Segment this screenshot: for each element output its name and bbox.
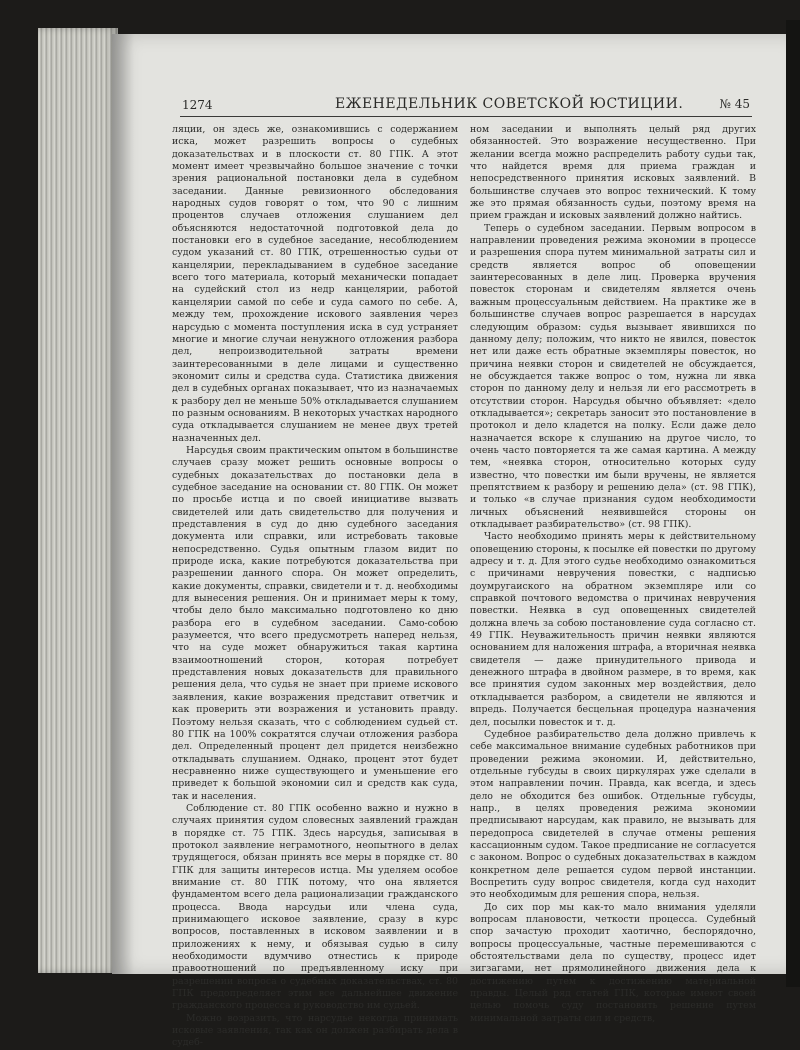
page-header (180, 96, 752, 116)
left-column (172, 124, 458, 1050)
paragraph: Теперь о судебном заседании. Первым вопросом в направлении проведения режима экономии в процессе и разрешения спора путем минимальной затраты сил и средств является вопрос об оповещении заинтересованных в деле лиц. Проверка вручения повесток сторонам и свидетелям является очень важным процессуальным действием. На практике же в большинстве случаев вопрос разрешается в нарсудах следующим образом: судья вызывает явившихся по данному делу; положим, что никто не явился, повесток нет или даже есть обратные экземпляры повесток, но причина неявки сторон и свидетелей не обсуждается, не обсуждается также вопрос о том, нужна ли явка сторон по данному делу и нельзя ли его рассмотреть в отсутствии сторон. Нарсудья обычно объявляет: «дело откладывается»; секретарь заносит это постановление в протокол и дело кладется на полку. Если даже дело назначается вскоре к слушанию на другое число, то очень часто повторяется та же самая картина. А между тем, «неявка сторон, относительно которых суду известно, что повестки им были вручены, не является препятствием к разбору и решению дела» (ст. 98 ГПК), и только «в случае признания судом необходимости личных объяснений неявившейся стороны он откладывает разбирательство» (ст. 98 ГПК). (470, 222, 756, 530)
spine-shadow (112, 34, 134, 974)
page-number: 1274 (182, 98, 213, 112)
scan-border (786, 20, 800, 987)
header-rule (180, 116, 752, 117)
paragraph: Часто необходимо принять меры к действительному оповещению стороны, к посылке ей повестки по другому адресу и т. д. Для этого судье необходимо ознакомиться с причинами невручения повестки, с надписью доумругаиского на обратном экземпляре или со справкой почтового ведомства о причинах невручения повестки. Неявка в суд оповещенных свидетелей должна влечь за собою постановление суда согласно ст. 49 ГПК. Неуважительность причин неявки являются основанием для наложения штрафа, а вторичная неявка свидетеля — даже принудительного привода и денежного штрафа в двойном размере, в то время, как все принятия судом законных мер воздействия, дело откладывается разбором, а свидетели не являются и впредь. Получается бесцельная процедура назначения дел, посылки повесток и т. д. (470, 531, 756, 728)
paragraph: Соблюдение ст. 80 ГПК особенно важно и нужно в случаях принятия судом словесных заявлений граждан в порядке ст. 75 ГПК. Здесь нарсудья, записывая в протокол заявление неграмотного, неопытного в делах трудящегося, обязан принять все меры в порядке ст. 80 ГПК для защиты интересов истца. Мы уделяем особое внимание ст. 80 ГПК потому, что она является фундаментом всего дела рационализации гражданского процесса. Ввода нарсудьи или члена суда, принимающего исковое заявление, сразу в курс вопросов, поставленных в исковом заявлении и в приложениях к нему, и обязывая судью в силу необходимости вдумчиво отнестись к природе правоотношений по предъявленному иску при разрешении вопроса о судебных доказательствах, ст. 80 ГПК предопределяет этим все дальнейшее движение гражданского процесса и руководство им судьей. (172, 802, 458, 1012)
paragraph: Судебное разбирательство дела должно привлечь к себе максимальное внимание судебных работников при проведении режима экономии. И, действительно, отдельные губсуды в своих циркулярах уже сделали в этом направлении почин. Правда, как всегда, и здесь дело не обходится без ошибок. Отдельные губсуды, напр., в целях проведения режима экономии предписывают нарсудам, как правило, не вызывать для передопроса свидетелей в случае отмены решения кассационным судом. Такое предписание не согласуется с законом. Вопрос о судебных доказательствах в каждом конкретном деле решается судом первой инстанции. Воспретить суду вопрос свидетеля, когда суд находит это необходимым для решения спора, нельзя. (470, 728, 756, 901)
paragraph: Нарсудья своим практическим опытом в большинстве случаев сразу может решить основные вопросы о судебных доказательствах до постановки дела в судебное заседание на основании ст. 80 ГПК. Он может по просьбе истца и по своей инициативе вызвать свидетелей или дать свидетельство для получения и представления в суд до дню судебного заседания документа или справки, или истребовать таковые непосредственно. Судья опытным глазом видит по природе иска, какие потребуются доказательства при разрешении данного спора. Он может определить, какие документы, справки, свидетели и т. д. необходимы для вынесения решения. Он и принимает меры к тому, чтобы дело было максимально подготовлено ко дню разбора его в судебном заседании. Само-собою разумеется, что всего предусмотреть наперед нельзя, что на суде может обнаружиться такая картина взаимоотношений сторон, которая потребует представления новых доказательств для правильного решения дела, что судья не знает при приеме искового заявления, какие возражения представит ответчик и как проверить эти возражения и установить правду. Поэтому нельзя сказать, что с соблюдением судьей ст. 80 ГПК на 100% сократятся случаи отложения разбора дел. Определенный процент дел придется неизбежно откладывать слушанием. Однако, процент этот будет несравненно ниже существующего и уменьшение его приведет к большой экономии сил и средств как суда, так и населения. (172, 444, 458, 802)
journal-title: ЕЖЕНЕДЕЛЬНИК СОВЕТСКОЙ ЮСТИЦИИ. (335, 96, 684, 112)
paragraph: ляции, он здесь же, ознакомившись с содержанием иска, может разрешить вопросы о судебных доказательствах и в плоскости ст. 80 ГПК. А этот момент имеет чрезвычайно большое значение с точки зрения рациональной постановки дела в судебном заседании. Данные ревизионного обследования народных судов говорят о том, что 90 с лишним процентов случаев отложения слушанием дел объясняются недостаточной подготовкой дела до постановки его в судебное заседание, несоблюдением судом указаний ст. 80 ГПК, отрешенностью судьи от канцелярии, перекладыванием в судебное заседание всего того материала, который механически попадает на судейский стол из недр канцелярии, работой канцелярии самой по себе и суда самого по себе. А, между тем, прохождение искового заявления через нарсудью с момента поступления иска в суд устраняет многие и многие случаи ненужного отложения разбора дел, непроизводительной затраты времени заинтересованными в деле лицами и существенно экономит силы и средства суда. Статистика движения дел в судебных органах показывает, что из назначаемых к разбору дел не меньше 50% откладывается слушанием по разным основаниям. В некоторых участках народного суда откладывается слушанием не менее двух третей назначенных дел. (172, 124, 458, 444)
paragraph: ном заседании и выполнять целый ряд других обязанностей. Это возражение несущественно. При желании всегда можно распределить работу судьи так, что найдется время для приема граждан и непосредственного принятия исковых заявлений. В большинстве случаев это вопрос технический. К тому же это прямая обязанность судьи, поэтому время на прием граждан и исковых заявлений должно найтись. (470, 124, 756, 222)
issue-number: № 45 (719, 97, 750, 111)
paragraph: Можно возразить, что нарсудье некогда принимать исковые заявления, так как он должен разбирать дела в судеб- (172, 1012, 458, 1049)
paragraph: До сих пор мы как-то мало внимания уделяли вопросам плановости, четкости процесса. Судебный спор зачастую проходит хаотично, беспорядочно, вопросы процессуальные, частные перемешиваются с обстоятельствами дела по существу, процесс идет зигзагами, нет прямолинейного движения дела к достижению путем к достижению материальной правды. Целый ряд статей ГПК, которые имеют своей целью помочь суду постановить решение путем минимальной затраты сил и средств, (470, 901, 756, 1024)
book-page-edges (38, 28, 118, 973)
right-column (470, 124, 756, 1025)
